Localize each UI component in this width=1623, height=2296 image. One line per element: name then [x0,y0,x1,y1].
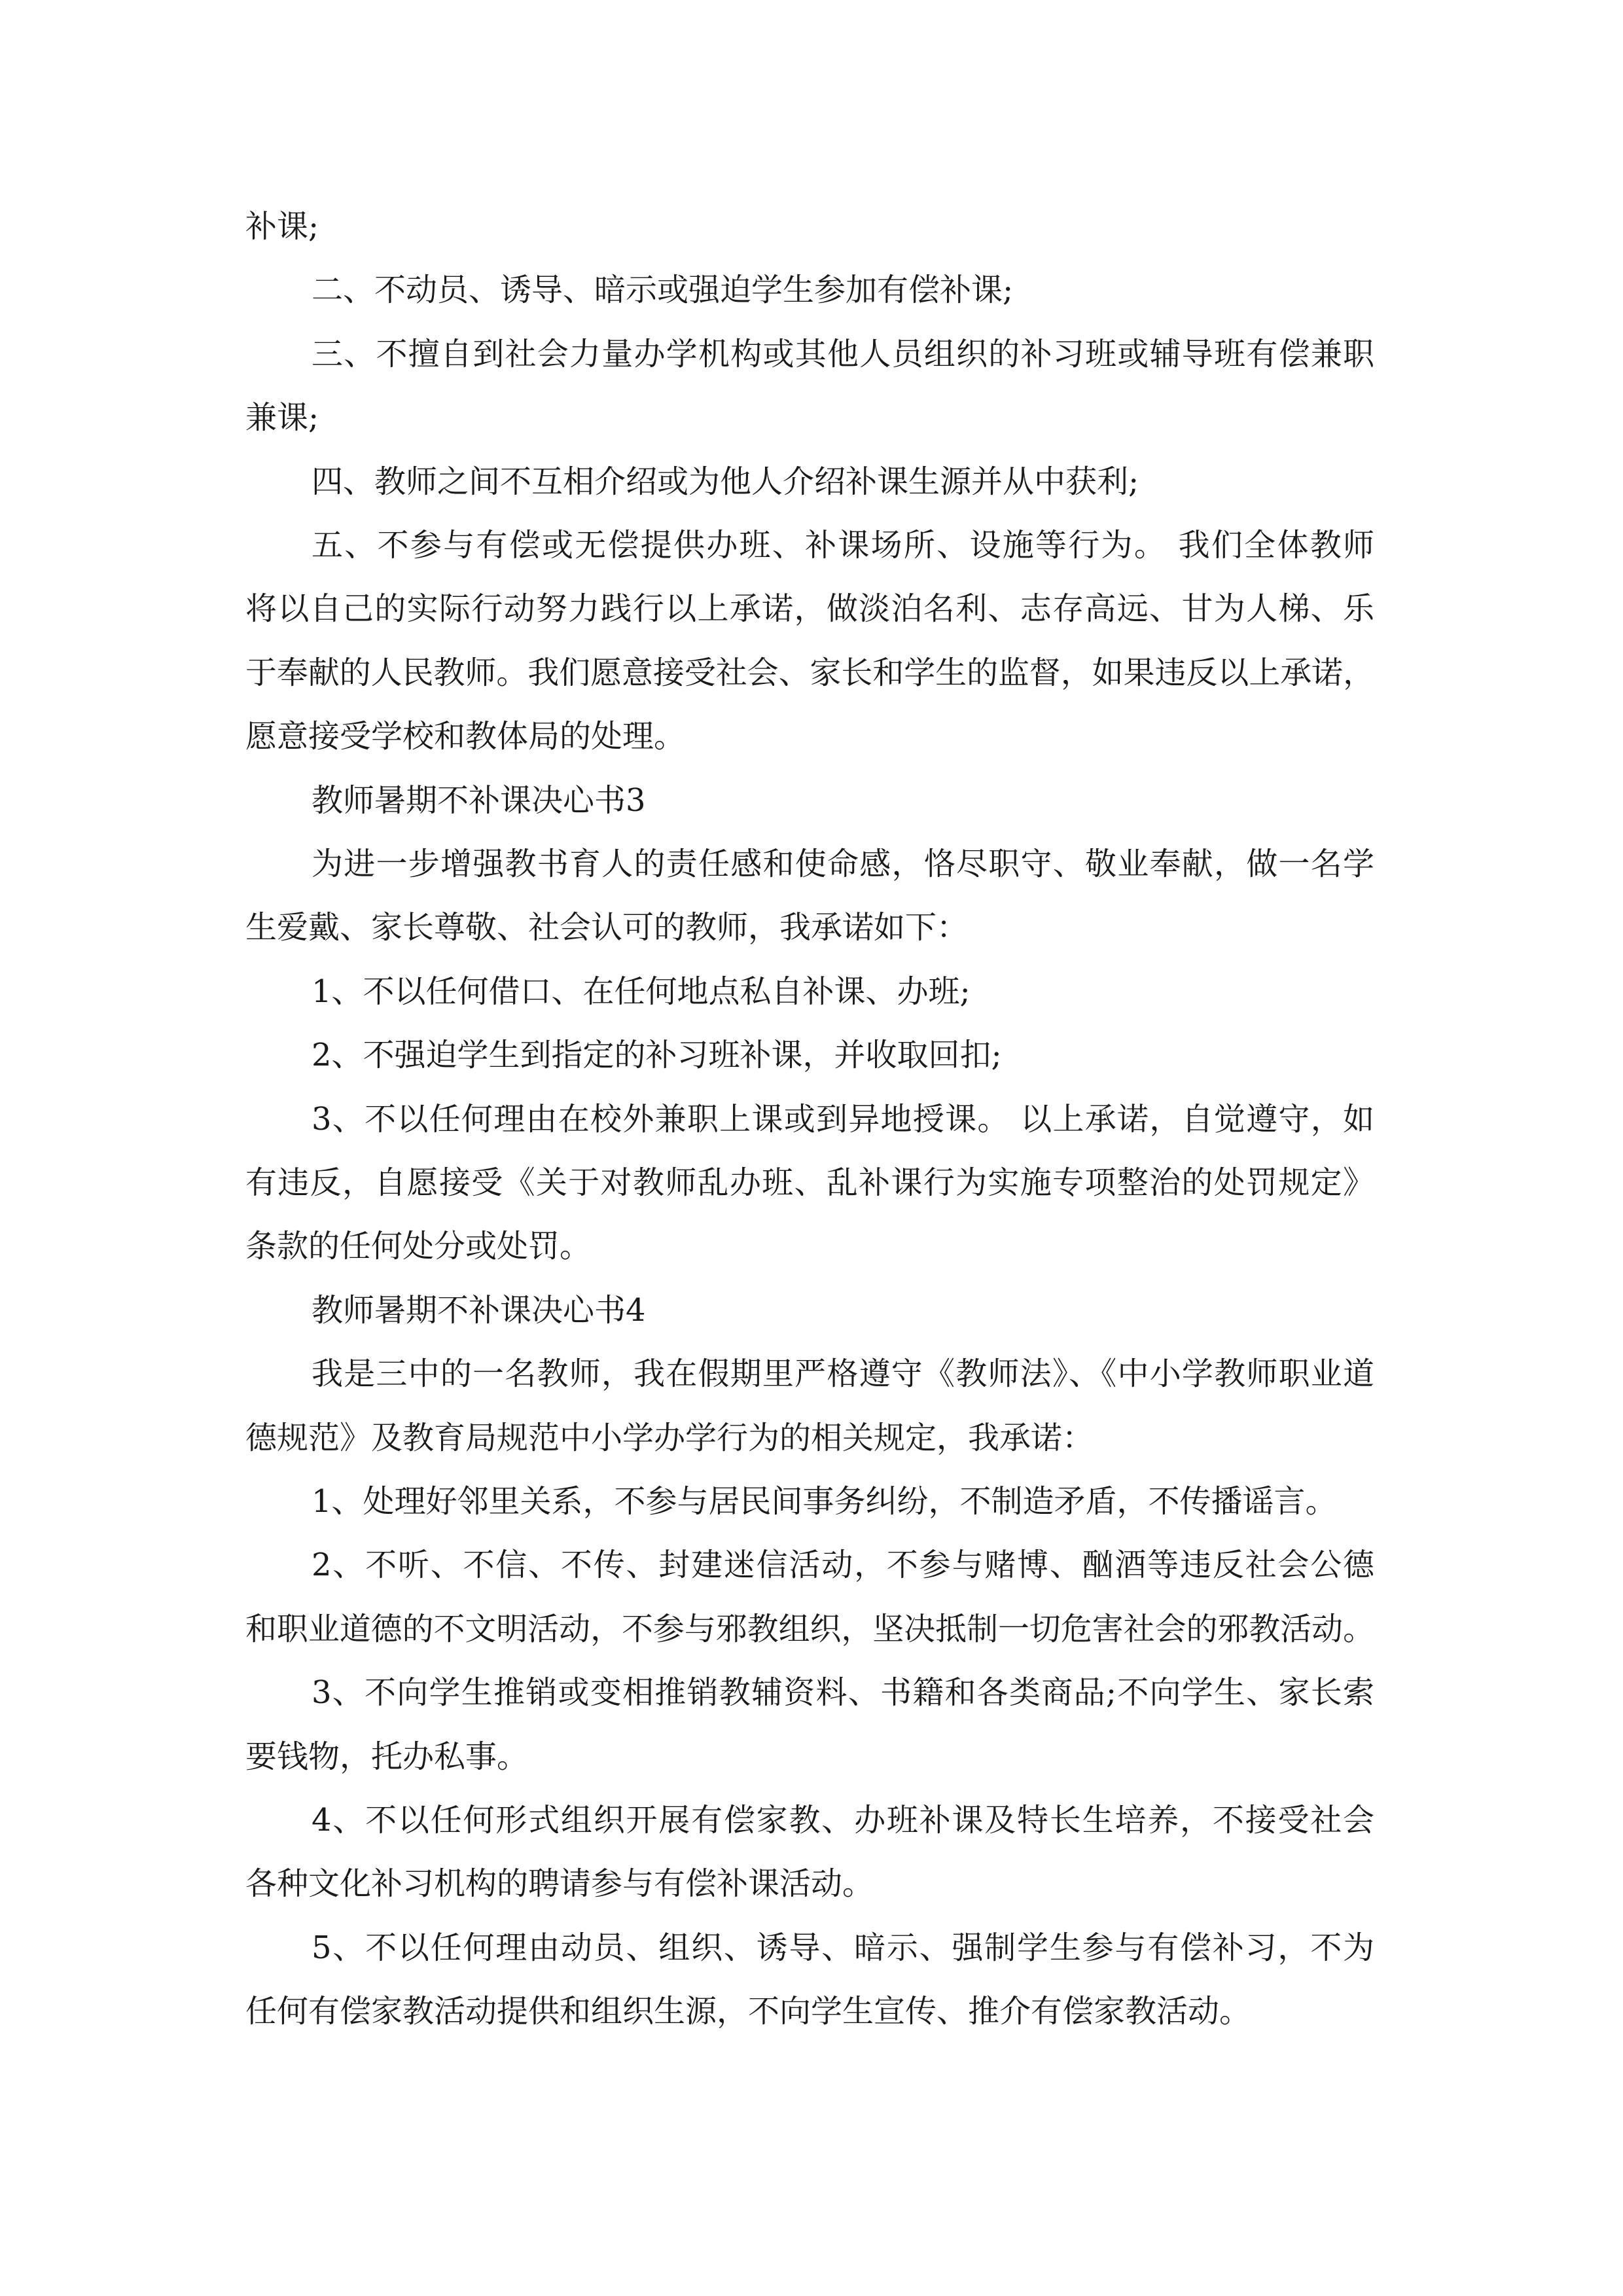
text-line: 三、不擅自到社会力量办学机构或其他人员组织的补习班或辅导班有偿兼职 [312,335,1374,372]
text-line: 四、教师之间不互相介绍或为他人介绍补课生源并从中获利; [312,463,1139,500]
text-line: 于奉献的人民教师。我们愿意接受社会、家长和学生的监督，如果违反以上承诺， [245,654,1375,691]
section-heading: 教师暑期不补课决心书4 [312,1291,646,1329]
section-heading: 教师暑期不补课决心书3 [312,781,646,819]
text-line: 有违反，自愿接受《关于对教师乱办班、乱补课行为实施专项整治的处罚规定》 [245,1164,1374,1201]
text-line: 1、不以任何借口、在任何地点私自补课、办班; [312,973,971,1010]
text-line: 任何有偿家教活动提供和组织生源，不向学生宣传、推介有偿家教活动。 [245,1993,1251,2030]
text-line: 我是三中的一名教师，我在假期里严格遵守《教师法》、《中小学教师职业道 [312,1355,1374,1393]
text-line: 生爱戴、家长尊敬、社会认可的教师，我承诺如下： [245,909,969,946]
text-line: 1、处理好邻里关系，不参与居民间事务纠纷，不制造矛盾，不传播谣言。 [312,1483,1337,1520]
text-line: 3、不以任何理由在校外兼职上课或到异地授课。 以上承诺，自觉遵守，如 [312,1100,1374,1138]
text-line: 各种文化补习机构的聘请参与有偿补课活动。 [245,1865,874,1903]
text-line: 3、不向学生推销或变相推销教辅资料、书籍和各类商品;不向学生、家长索 [312,1674,1374,1712]
text-line: 将以自己的实际行动努力践行以上承诺，做淡泊名利、志存高远、甘为人梯、乐 [245,590,1374,628]
text-line: 为进一步增强教书育人的责任感和使命感，恪尽职守、敬业奉献，做一名学 [312,846,1374,882]
text-line: 愿意接受学校和教体局的处理。 [245,718,686,755]
text-line: 5、不以任何理由动员、组织、诱导、暗示、强制学生参与有偿补习，不为 [312,1929,1374,1966]
text-line: 二、不动员、诱导、暗示或强迫学生参加有偿补课; [312,272,1014,309]
text-line: 2、不听、不信、不传、封建迷信活动，不参与赌博、酗酒等违反社会公德 [312,1547,1374,1584]
text-line: 德规范》及教育局规范中小学办学行为的相关规定，我承诺： [245,1419,1094,1456]
text-line: 4、不以任何形式组织开展有偿家教、办班补课及特长生培养，不接受社会 [312,1802,1374,1839]
text-line: 补课; [245,208,319,245]
text-line: 和职业道德的不文明活动，不参与邪教组织，坚决抵制一切危害社会的邪教活动。 [245,1610,1375,1647]
text-line: 要钱物，托办私事。 [245,1738,529,1775]
text-line: 2、不强迫学生到指定的补习班补课，并收取回扣; [312,1037,1002,1074]
text-line: 兼课; [245,399,319,437]
text-line: 五、不参与有偿或无偿提供办班、补课场所、设施等行为。 我们全体教师 [312,527,1374,564]
text-line: 条款的任何处分或处罚。 [245,1228,592,1265]
